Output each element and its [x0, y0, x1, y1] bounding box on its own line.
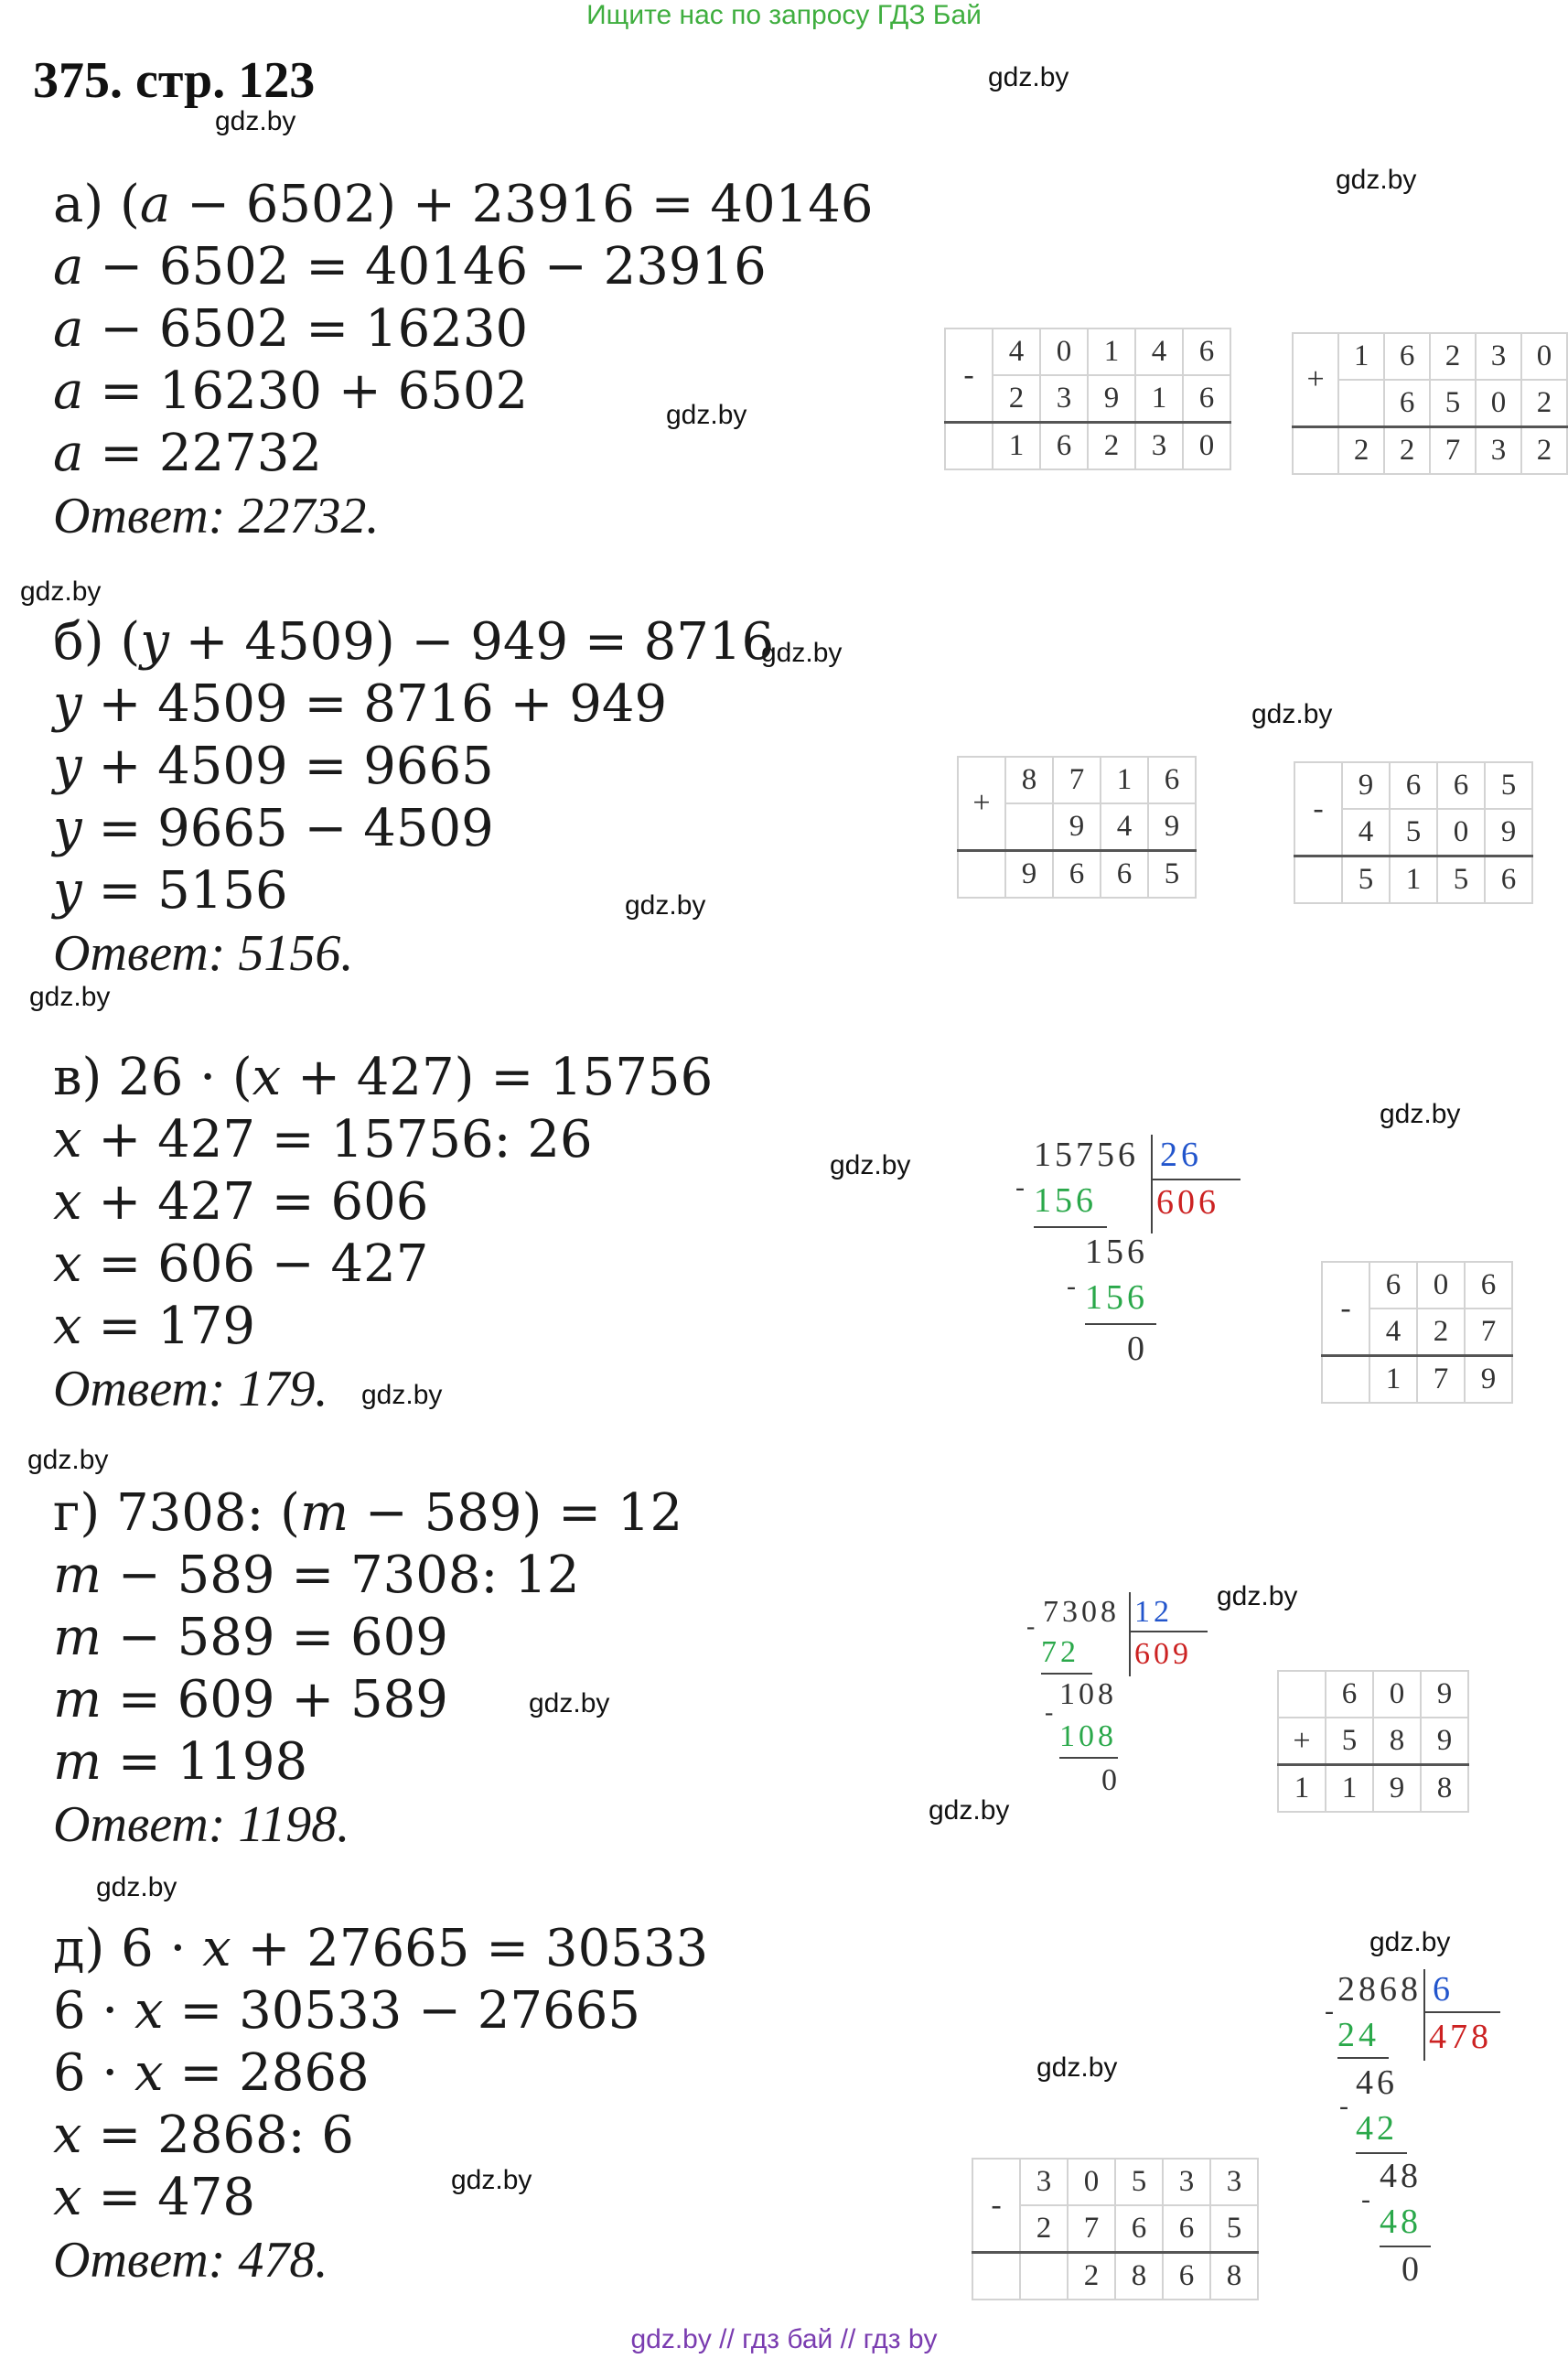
column-calc-table — [1321, 1261, 1513, 1404]
equation-line: 6 · 𝑥 = 30533 − 27665 — [53, 1981, 640, 2041]
remainder: 0 — [1127, 1330, 1148, 1368]
digit-cell: 6 — [1485, 856, 1532, 904]
column-calc-table — [944, 328, 1231, 470]
digit-cell — [1020, 2253, 1068, 2300]
part-d — [53, 1918, 708, 2291]
column-calc-table — [957, 756, 1197, 899]
digit-cell: 8 — [1421, 1765, 1468, 1813]
digit-cell: 0 — [1068, 2159, 1115, 2205]
minus-sign: - — [1325, 1996, 1337, 2026]
operator-sign: - — [972, 2159, 1020, 2253]
digit-cell: 6 — [1163, 2205, 1210, 2253]
digit-cell: 0 — [1373, 1671, 1421, 1718]
partial-product: 24 — [1337, 2016, 1380, 2054]
equation-line: 𝑚 − 589 = 7308: 12 — [53, 1546, 580, 1605]
digit-cell: 6 — [1148, 757, 1196, 803]
digit-cell: 8 — [1005, 757, 1053, 803]
equation-line: 6 · 𝑥 = 2868 — [53, 2043, 370, 2103]
remainder: 0 — [1101, 1763, 1121, 1797]
digit-cell: 2 — [1521, 427, 1567, 475]
equation-line: 𝑥 = 606 − 427 — [53, 1234, 429, 1294]
digit-cell: 5 — [1485, 762, 1532, 809]
dividend: 15756 — [1034, 1136, 1139, 1174]
operator-sign: + — [1293, 333, 1338, 427]
digit-cell — [1005, 803, 1053, 851]
digit-cell: 4 — [1369, 1309, 1417, 1356]
digit-cell: 2 — [1430, 333, 1476, 380]
equation-line: г) 7308: (𝑚 − 589) = 12 — [53, 1483, 683, 1543]
digit-cell: 5 — [1430, 380, 1476, 427]
equation-line: 𝑚 − 589 = 609 — [53, 1608, 448, 1667]
watermark: gdz.by — [761, 638, 843, 668]
equation-line: 𝑎 − 6502 = 40146 − 23916 — [53, 237, 767, 296]
digit-cell: 7 — [1430, 427, 1476, 475]
digit-cell: 7 — [1417, 1356, 1465, 1404]
digit-cell: 2 — [1384, 427, 1430, 475]
digit-cell: 2 — [1338, 427, 1384, 475]
digit-cell: 5 — [1342, 856, 1390, 904]
partial-product: 42 — [1356, 2109, 1398, 2148]
watermark: gdz.by — [29, 982, 111, 1012]
operator-sign: + — [1278, 1718, 1326, 1765]
minus-sign: - — [1361, 2184, 1374, 2214]
equation-line: 𝑦 = 5156 — [53, 861, 288, 921]
equation-line: 𝑚 = 609 + 589 — [53, 1670, 448, 1729]
watermark: gdz.by — [1251, 699, 1333, 729]
column-calc-table — [1277, 1670, 1469, 1813]
digit-cell: 6 — [1115, 2205, 1163, 2253]
digit-cell: 8 — [1115, 2253, 1163, 2300]
digit-cell: 6 — [1465, 1262, 1512, 1309]
digit-cell: 9 — [1053, 803, 1101, 851]
digit-cell: 2 — [993, 375, 1040, 423]
watermark: gdz.by — [215, 106, 296, 136]
equation-line: а) (𝑎 − 6502) + 23916 = 40146 — [53, 175, 874, 234]
watermark: gdz.by — [1380, 1099, 1461, 1129]
digit-cell: 5 — [1115, 2159, 1163, 2205]
equation-line: 𝑎 = 16230 + 6502 — [53, 361, 529, 421]
partial-product: 48 — [1380, 2203, 1422, 2241]
long-division — [1015, 1135, 1253, 1409]
digit-cell: 4 — [1101, 803, 1148, 851]
equation-line: 𝑥 + 427 = 15756: 26 — [53, 1110, 593, 1169]
column-calc-table — [1294, 761, 1533, 904]
answer-line: Ответ: 478. — [53, 2232, 328, 2289]
divisor: 6 — [1433, 1970, 1454, 2009]
equation-line: д) 6 · 𝑥 + 27665 = 30533 — [53, 1919, 709, 1978]
watermark: gdz.by — [625, 890, 706, 921]
digit-cell: 5 — [1210, 2205, 1258, 2253]
equation-line: в) 26 · (𝑥 + 427) = 15756 — [53, 1048, 714, 1107]
digit-cell: 0 — [1521, 333, 1567, 380]
equation-line: б) (𝑦 + 4509) − 949 = 8716 — [53, 612, 775, 672]
digit-cell: 4 — [1342, 809, 1390, 856]
equation-line: 𝑦 = 9665 − 4509 — [53, 799, 494, 858]
digit-cell: 1 — [1390, 856, 1437, 904]
quotient: 606 — [1156, 1183, 1219, 1222]
watermark: gdz.by — [830, 1150, 911, 1180]
top-banner[interactable]: Ищите нас по запросу ГДЗ Бай — [586, 0, 982, 30]
digit-cell: 3 — [1476, 333, 1521, 380]
minus-sign: - — [1015, 1172, 1028, 1202]
digit-cell: 2 — [1020, 2205, 1068, 2253]
digit-cell: 6 — [1369, 1262, 1417, 1309]
footer-links[interactable]: gdz.by // гдз бай // гдз by — [630, 2324, 938, 2354]
digit-cell: 8 — [1210, 2253, 1258, 2300]
watermark: gdz.by — [529, 1688, 610, 1718]
minus-sign: - — [1067, 1271, 1079, 1301]
digit-cell: 7 — [1068, 2205, 1115, 2253]
digit-cell: 5 — [1148, 851, 1196, 899]
digit-cell: 1 — [1088, 329, 1135, 375]
page-title: 375. стр. 123 — [33, 52, 316, 109]
partial-product: 72 — [1041, 1635, 1079, 1669]
watermark: gdz.by — [361, 1380, 443, 1410]
digit-cell: 6 — [1384, 380, 1430, 427]
remainder: 0 — [1402, 2250, 1423, 2289]
equation-line: 𝑥 + 427 = 606 — [53, 1172, 429, 1232]
digit-cell: 6 — [1101, 851, 1148, 899]
partial-product: 156 — [1034, 1181, 1097, 1220]
part-a — [53, 174, 874, 547]
watermark: gdz.by — [1036, 2052, 1118, 2083]
digit-cell: 6 — [1384, 333, 1430, 380]
digit-cell: 6 — [1437, 762, 1485, 809]
digit-cell: 1 — [1338, 333, 1384, 380]
digit-cell: 2 — [1088, 423, 1135, 470]
digit-cell: 6 — [1183, 375, 1230, 423]
answer-line: Ответ: 5156. — [53, 925, 354, 982]
digit-cell: 1 — [1369, 1356, 1417, 1404]
digit-cell: 2 — [1068, 2253, 1115, 2300]
digit-cell: 9 — [1088, 375, 1135, 423]
digit-cell: 3 — [1040, 375, 1088, 423]
digit-cell: 3 — [1476, 427, 1521, 475]
divisor: 12 — [1134, 1595, 1173, 1629]
divisor: 26 — [1160, 1136, 1202, 1174]
digit-cell: 6 — [1040, 423, 1088, 470]
digit-cell: 3 — [1210, 2159, 1258, 2205]
operator-sign: - — [1294, 762, 1342, 856]
digit-cell: 0 — [1476, 380, 1521, 427]
digit-cell: 8 — [1373, 1718, 1421, 1765]
answer-line: Ответ: 22732. — [53, 488, 380, 544]
digit-cell: 5 — [1437, 856, 1485, 904]
digit-cell: 1 — [993, 423, 1040, 470]
dividend: 2868 — [1337, 1970, 1422, 2009]
digit-cell: 9 — [1421, 1671, 1468, 1718]
watermark: gdz.by — [1217, 1581, 1298, 1611]
digit-cell: 3 — [1163, 2159, 1210, 2205]
digit-cell — [1338, 380, 1384, 427]
digit-cell: 6 — [1326, 1671, 1373, 1718]
digit-cell: 6 — [1053, 851, 1101, 899]
watermark: gdz.by — [666, 400, 747, 430]
equation-line: 𝑥 = 2868: 6 — [53, 2106, 354, 2165]
digit-cell: 9 — [1342, 762, 1390, 809]
equation-line: 𝑥 = 179 — [53, 1297, 255, 1356]
digit-cell: 3 — [1020, 2159, 1068, 2205]
quotient: 478 — [1429, 2018, 1492, 2056]
digit-cell: 9 — [1373, 1765, 1421, 1813]
digit-cell: 0 — [1040, 329, 1088, 375]
minus-sign: - — [1026, 1612, 1039, 1641]
digit-cell: 0 — [1437, 809, 1485, 856]
remainder-step: 108 — [1059, 1677, 1117, 1711]
minus-sign: - — [1339, 2091, 1352, 2121]
digit-cell: 2 — [1521, 380, 1567, 427]
part-v — [53, 1047, 713, 1420]
operator-sign: + — [958, 757, 1005, 851]
digit-cell: 2 — [1417, 1309, 1465, 1356]
answer-line: Ответ: 1198. — [53, 1796, 350, 1853]
digit-cell: 0 — [1417, 1262, 1465, 1309]
part-b — [53, 611, 774, 985]
watermark: gdz.by — [27, 1445, 109, 1475]
digit-cell: 4 — [1135, 329, 1183, 375]
digit-cell: 9 — [1148, 803, 1196, 851]
digit-cell: 1 — [1101, 757, 1148, 803]
digit-cell — [1278, 1671, 1326, 1718]
digit-cell: 1 — [1326, 1765, 1373, 1813]
equation-line: 𝑥 = 478 — [53, 2168, 255, 2227]
digit-cell: 1 — [1135, 375, 1183, 423]
column-calc-table — [972, 2158, 1259, 2300]
equation-line: 𝑎 − 6502 = 16230 — [53, 299, 529, 359]
operator-sign: - — [945, 329, 993, 423]
answer-line: Ответ: 179. — [53, 1361, 328, 1417]
digit-cell: 6 — [1183, 329, 1230, 375]
watermark: gdz.by — [96, 1872, 177, 1902]
dividend: 7308 — [1043, 1595, 1120, 1629]
equation-line: 𝑦 + 4509 = 8716 + 949 — [53, 674, 668, 734]
digit-cell: 7 — [1053, 757, 1101, 803]
digit-cell: 0 — [1183, 423, 1230, 470]
remainder-step: 48 — [1380, 2157, 1422, 2195]
watermark: gdz.by — [1369, 1927, 1451, 1957]
partial-product: 156 — [1085, 1278, 1148, 1317]
digit-cell: 7 — [1465, 1309, 1512, 1356]
equation-line: 𝑚 = 1198 — [53, 1732, 308, 1792]
remainder-step: 46 — [1356, 2063, 1398, 2102]
digit-cell: 6 — [1163, 2253, 1210, 2300]
equation-line: 𝑎 = 22732 — [53, 424, 323, 483]
watermark: gdz.by — [1336, 165, 1417, 195]
watermark: gdz.by — [929, 1795, 1010, 1826]
column-calc-table — [1292, 332, 1568, 475]
digit-cell: 9 — [1005, 851, 1053, 899]
minus-sign: - — [1045, 1698, 1058, 1727]
digit-cell: 1 — [1278, 1765, 1326, 1813]
part-g — [53, 1482, 682, 1856]
digit-cell: 9 — [1465, 1356, 1512, 1404]
quotient: 609 — [1134, 1637, 1192, 1671]
digit-cell: 9 — [1485, 809, 1532, 856]
digit-cell: 4 — [993, 329, 1040, 375]
long-division — [1023, 1592, 1224, 1812]
digit-cell: 3 — [1135, 423, 1183, 470]
partial-product: 108 — [1059, 1719, 1117, 1753]
operator-sign: - — [1322, 1262, 1369, 1356]
equation-line: 𝑦 + 4509 = 9665 — [53, 737, 494, 796]
digit-cell: 9 — [1421, 1718, 1468, 1765]
remainder-step: 156 — [1085, 1233, 1148, 1271]
watermark: gdz.by — [988, 62, 1069, 92]
long-division — [1325, 1969, 1526, 2317]
digit-cell: 5 — [1390, 809, 1437, 856]
watermark: gdz.by — [20, 576, 102, 607]
digit-cell: 6 — [1390, 762, 1437, 809]
watermark: gdz.by — [451, 2165, 532, 2195]
digit-cell: 5 — [1326, 1718, 1373, 1765]
